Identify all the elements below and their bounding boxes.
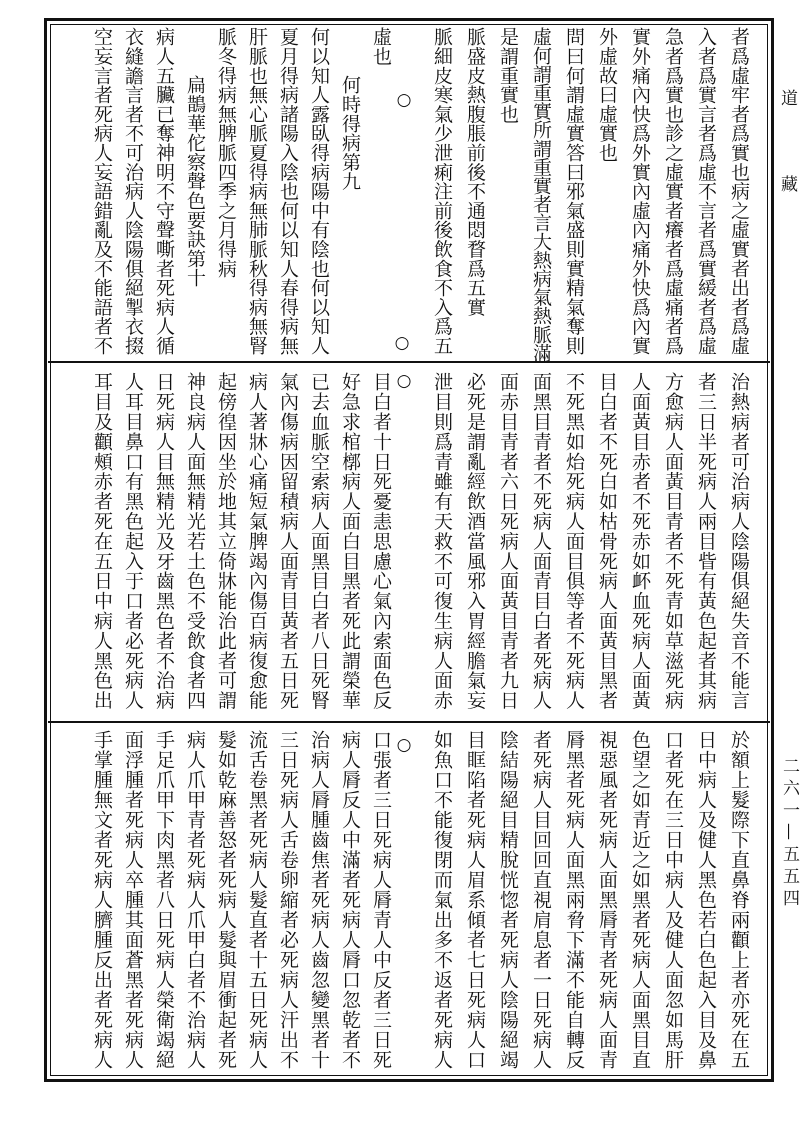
text-column: 急者爲實也診之虛實者癢者爲虛痛者爲 [662, 27, 684, 356]
text-column: 空妄言者死病人妄語錯亂及不能語者不 [91, 27, 113, 356]
text-column: 起傍徨因坐於地其立倚牀能治此者可謂 [215, 372, 237, 711]
text-column: 好急求棺槨病人面白目黑者死此謂榮華 [339, 372, 361, 711]
text-column: 者爲虛牢者爲實也病之虛實者出者爲虛 [728, 27, 750, 356]
text-panel-top-left [86, 27, 396, 362]
text-column: 治病人脣腫齒焦者死病人齒忽變黑者十 [308, 730, 330, 1070]
text-column: 虛何謂重實所謂重實者言大熱病氣熱脈滿 [530, 27, 552, 362]
text-column: 耳目及顴頰赤者死在五日中病人黑色出 [91, 372, 113, 711]
text-column: 目白者十日死憂恚思慮心氣內索面色反 [370, 372, 392, 711]
text-column: 人耳目鼻口有黑色起入于口者必死病人 [122, 372, 144, 711]
text-column: 人面黃目赤者不死赤如衃血死病人面黃 [629, 372, 651, 711]
text-column: 衣縫譫言者不可治病人陰陽俱絕掣衣掇 [122, 27, 144, 356]
text-column: 神良病人面無精光若土色不受飲食者四 [184, 372, 206, 711]
text-column: 是謂重實也 [497, 27, 519, 124]
text-column: 實外痛內快爲外實內虛內痛外快爲內實 [629, 27, 651, 356]
text-column: 於額上髮際下直鼻脊兩顴上者亦死在五 [728, 730, 750, 1070]
text-column: 口張者三日死病人脣青人中反者三日死 [370, 730, 392, 1070]
text-column: 髮如乾麻善怒者死病人髮與眉衝起者死 [215, 730, 237, 1070]
text-panel-middle-left [86, 372, 396, 712]
margin-label-dao: 道 [781, 89, 798, 109]
text-column: 夏月得病諸陽入陰也何以知人春得病無 [277, 27, 299, 356]
text-column: 面赤目青者六日死病人面黃目青者九日 [497, 372, 519, 711]
text-panel-bottom-right [425, 730, 755, 1075]
section-title: 扁鵲華佗察聲色要訣第十 [184, 75, 206, 288]
page-number: 二六一—五五四 [779, 757, 799, 911]
text-column: 日中病人及健人黑色若白色起入目及鼻 [695, 730, 717, 1070]
text-column: 手足爪甲下肉黑者八日死病人榮衛竭絕 [153, 730, 175, 1070]
text-column: 泄目則爲青雖有天救不可復生病人面赤 [431, 372, 453, 711]
text-column: 肝脈也無心脈夏得病無肺脈秋得病無腎 [246, 27, 268, 356]
fold-mark: ○ [396, 90, 412, 110]
text-column: 面浮腫者死病人卒腫其面蒼黑者死病人 [122, 730, 144, 1070]
margin-label-zang: 藏 [781, 175, 798, 195]
text-column: 已去血脈空索病人面黑目白者八日死腎 [308, 372, 330, 711]
text-column: 日死病人目無精光及牙齒黑色者不治病 [153, 372, 175, 711]
text-column: 必死是謂亂經飲酒當風邪入胃經膽氣妄 [464, 372, 486, 711]
fold-mark: ○ [396, 735, 412, 755]
text-column: 手掌腫無文者死病人臍腫反出者死病人 [91, 730, 113, 1070]
text-column: 三日死病人舌卷卵縮者必死病人汗出不 [277, 730, 299, 1070]
text-column: 口者死在三日中病人及健人面忽如馬肝 [662, 730, 684, 1070]
text-column: 入者爲實言者爲虛不言者爲實緩者爲虛 [695, 27, 717, 356]
text-panel-bottom-left [86, 730, 396, 1075]
text-column: 脣黑者死病人面黑兩脅下滿不能自轉反 [563, 730, 585, 1070]
text-panel-top-right [425, 27, 755, 362]
text-column: 氣內傷病因留積病人面青目黃者五日死 [277, 372, 299, 711]
text-column: 病人著牀心痛短氣脾竭內傷百病復愈能 [246, 372, 268, 711]
text-column: 何以知人露臥得病陽中有陰也何以知人 [308, 27, 330, 356]
text-column: 者三日半死病人兩目眥有黃色起者其病 [695, 372, 717, 711]
panel-divider-lower [48, 721, 770, 723]
fold-mark: ○ [396, 371, 412, 391]
fold-mark: ○ [394, 333, 410, 353]
text-column: 病人脣反人中滿者死病人脣口忽乾者不 [339, 730, 361, 1070]
text-column: 面黑目青者不死病人面青目白者死病人 [530, 372, 552, 711]
text-column: 脈盛皮熱腹脹前後不通悶瞀爲五實 [464, 27, 486, 317]
text-column: 陰結陽絕目精脫恍惚者死病人陰陽絕竭 [497, 730, 519, 1070]
text-column: 方愈病人面黃目青者不死青如草滋死病 [662, 372, 684, 711]
text-column: 病人爪甲青者死病人爪甲白者不治病人 [184, 730, 206, 1070]
text-column: 目白者不死白如枯骨死病人面黃目黑者 [596, 372, 618, 711]
text-column: 問曰何謂虛實答曰邪氣盛則實精氣奪則 [563, 27, 585, 356]
text-column: 色望之如青近之如黑者死病人面黑目直 [629, 730, 651, 1070]
text-column: 流舌卷黑者死病人髮直者十五日死病人 [246, 730, 268, 1070]
text-column: 病人五臟已奪神明不守聲嘶者死病人循 [153, 27, 175, 356]
text-column: 視惡風者死病人面黑脣青者死病人面青 [596, 730, 618, 1070]
text-column: 外虛故曰虛實也 [596, 27, 618, 163]
section-title: 何時得病第九 [339, 75, 361, 191]
text-column: 治熱病者可治病人陰陽俱絕失音不能言 [728, 372, 750, 711]
text-column: 者死病人目回回直視肩息者一日死病人 [530, 730, 552, 1070]
text-column: 目眶陷者死病人眉系傾者七日死病人口 [464, 730, 486, 1070]
text-column: 脈細皮寒氣少泄痢注前後飲食不入爲五 [431, 27, 453, 356]
text-panel-middle-right [425, 372, 755, 712]
text-column: 如魚口不能復閉而氣出多不返者死病人 [431, 730, 453, 1070]
text-column: 脈冬得病無脾脈四季之月得病 [215, 27, 237, 278]
text-column: 虛也 [370, 27, 392, 66]
text-column: 不死黑如炲死病人面目俱等者不死病人 [563, 372, 585, 711]
